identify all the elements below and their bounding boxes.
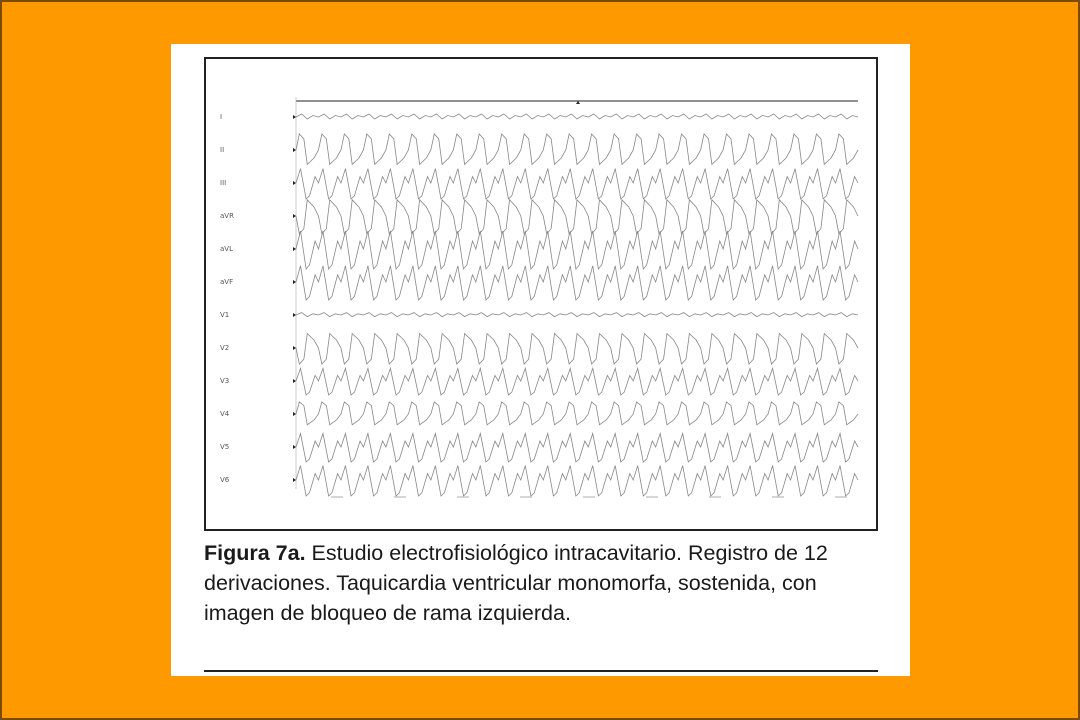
- lead-start-marker: [293, 346, 296, 350]
- lead-start-marker: [293, 379, 296, 383]
- lead-start-marker: [293, 313, 296, 317]
- ecg-trace-v2: [296, 334, 858, 364]
- lead-label-i: I: [220, 113, 223, 121]
- lead-start-marker: [293, 445, 296, 449]
- ecg-trace-ii: [296, 134, 858, 164]
- lead-label-avr: aVR: [220, 212, 234, 220]
- ecg-trace-v3: [296, 368, 858, 395]
- lead-label-iii: III: [220, 179, 227, 187]
- ecg-trace-avl: [296, 231, 858, 269]
- lead-label-avl: aVL: [220, 245, 233, 253]
- lead-label-v4: V4: [220, 410, 230, 418]
- ecg-trace-i: [296, 114, 858, 119]
- ecg-trace-v4: [296, 402, 858, 425]
- lead-start-marker: [293, 214, 296, 218]
- figure-label: Figura 7a.: [204, 541, 306, 565]
- lead-label-avf: aVF: [220, 278, 234, 286]
- ecg-trace-v6: [296, 466, 858, 496]
- figure-card: [171, 44, 910, 676]
- figure-caption: [204, 538, 884, 628]
- lead-label-v1: V1: [220, 311, 230, 319]
- ecg-trace-avr: [296, 200, 858, 234]
- ecg-trace-iii: [296, 169, 858, 199]
- ecg-trace-v1: [296, 313, 858, 317]
- ecg-trace-avf: [296, 266, 858, 300]
- ecg-recording-panel: [204, 57, 878, 531]
- lead-start-marker: [293, 115, 296, 119]
- lead-start-marker: [293, 412, 296, 416]
- lead-label-v2: V2: [220, 344, 230, 352]
- ecg-trace-v5: [296, 434, 858, 463]
- lead-label-ii: II: [220, 146, 225, 154]
- lead-start-marker: [293, 478, 296, 482]
- ecg-traces: [206, 59, 876, 529]
- lead-label-v3: V3: [220, 377, 230, 385]
- lead-start-marker: [293, 280, 296, 284]
- figure-caption-text: Estudio electrofisiológico intracavitario. Registro de 12 derivaciones. Taquicardia ventricular monomorfa, sostenida, con imagen de bloqueo de rama izquierda.: [204, 541, 828, 625]
- caption-divider: [204, 670, 878, 672]
- lead-label-v5: V5: [220, 443, 230, 451]
- lead-start-marker: [293, 148, 296, 152]
- lead-start-marker: [293, 181, 296, 185]
- lead-start-marker: [293, 247, 296, 251]
- lead-label-v6: V6: [220, 476, 230, 484]
